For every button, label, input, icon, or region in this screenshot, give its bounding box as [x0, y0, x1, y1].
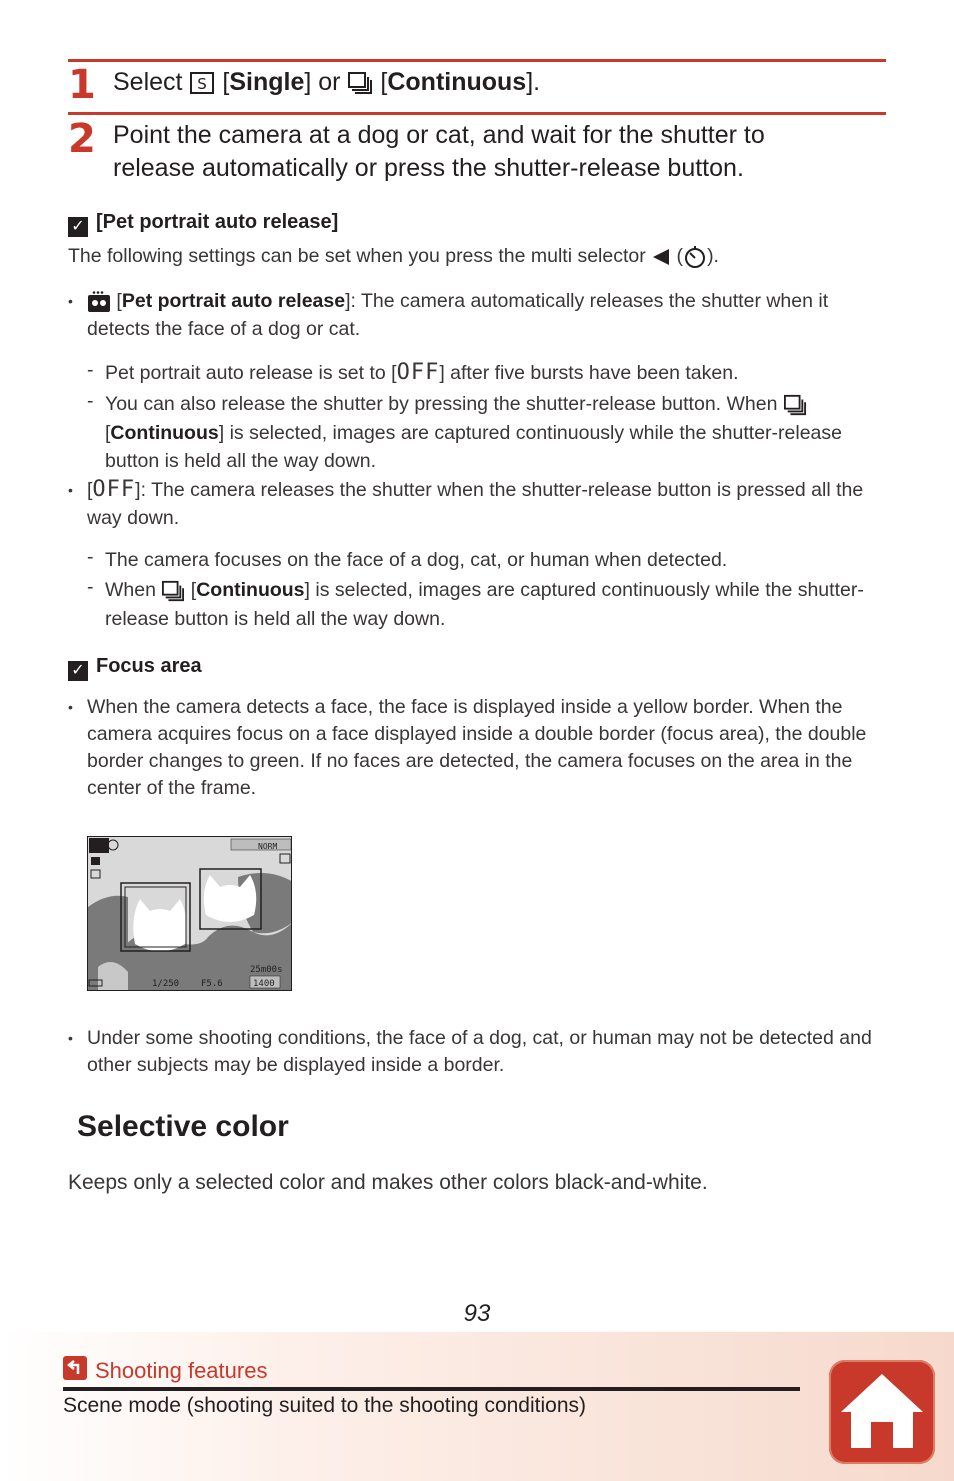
svg-text:S: S: [197, 75, 208, 94]
step-1-text: Select S [Single] or [Continuous].: [113, 68, 541, 96]
back-arrow-icon: [63, 1356, 87, 1380]
note-focus-title: ✓ Focus area: [68, 654, 202, 681]
footer-subtitle: Scene mode (shooting suited to the shooting conditions): [63, 1394, 587, 1417]
camera-monitor-illustration: [87, 836, 292, 991]
shutter-speed-label: 1/250: [152, 979, 180, 989]
bullet-not-detected: • Under some shooting conditions, the face of a dog, cat, or human may not be detected and other subjects may be displayed inside a border.: [68, 1025, 886, 1079]
note-pet-title: ✓ [Pet portrait auto release]: [68, 210, 338, 237]
dash-off-after-bursts: - Pet portrait auto release is set to [OFF] after five bursts have been taken.: [87, 359, 877, 388]
off-glyph: OFF: [396, 360, 440, 385]
exposures-label: 1400: [253, 979, 275, 989]
dash-focus-face: - The camera focuses on the face of a dog, cat, or human when detected.: [87, 546, 877, 575]
self-timer-icon: [683, 245, 707, 269]
shooting-features-link[interactable]: Shooting features: [63, 1356, 267, 1386]
aperture-label: F5.6: [201, 979, 223, 989]
home-button[interactable]: [829, 1360, 935, 1464]
step-2-text: Point the camera at a dog or cat, and wait for the shutter to release automatically or press the shutter-release button.: [113, 121, 765, 182]
dash-shutter-release: - You can also release the shutter by pressing the shutter-release button. When [Continuous] is selected, images are captured continuously while the shutter-release button is held all the way down.: [87, 390, 877, 476]
section-title: Selective color: [77, 1110, 289, 1143]
bullet-pet-auto-release: • [Pet portrait auto release]: The camera automatically releases the shutter when it detects the face of a dog or cat.: [68, 287, 886, 343]
monitor-scene: [88, 837, 292, 991]
section-text: Keeps only a selected color and makes other colors black-and-white.: [68, 1171, 708, 1194]
check-icon: ✓: [68, 661, 88, 681]
left-arrow-icon: [651, 248, 671, 266]
dash-continuous: - When [Continuous] is selected, images are captured continuously while the shutter-release button is held all the way down.: [87, 576, 877, 633]
continuous-icon: [783, 394, 807, 416]
step-2-number: 2: [68, 116, 96, 162]
footer-divider: [63, 1387, 800, 1391]
pet-portrait-icon: [87, 291, 111, 313]
step-2: [68, 112, 886, 192]
remaining-time-label: 25m00s: [250, 965, 283, 975]
home-icon: [829, 1360, 935, 1464]
quality-label: NORM: [258, 842, 278, 851]
bullet-focus-area: • When the camera detects a face, the face is displayed inside a yellow border. When the camera acquires focus on a face displayed inside a double border (focus area), the double border changes to green. If no faces are detected, the camera focuses on the area in the center of the frame.: [68, 694, 886, 802]
off-glyph: OFF: [92, 477, 136, 502]
note-pet-intro: The following settings can be set when you press the multi selector ( ).: [68, 245, 719, 267]
single-frame-icon: [189, 71, 215, 95]
step-1: [68, 59, 886, 113]
bullet-off: • [OFF]: The camera releases the shutter when the shutter-release button is pressed all the way down.: [68, 476, 886, 532]
step-1-number: 1: [68, 62, 96, 108]
check-icon: ✓: [68, 217, 88, 237]
page-number: 93: [463, 1300, 491, 1327]
continuous-icon: [347, 71, 373, 95]
continuous-icon: [161, 580, 185, 602]
